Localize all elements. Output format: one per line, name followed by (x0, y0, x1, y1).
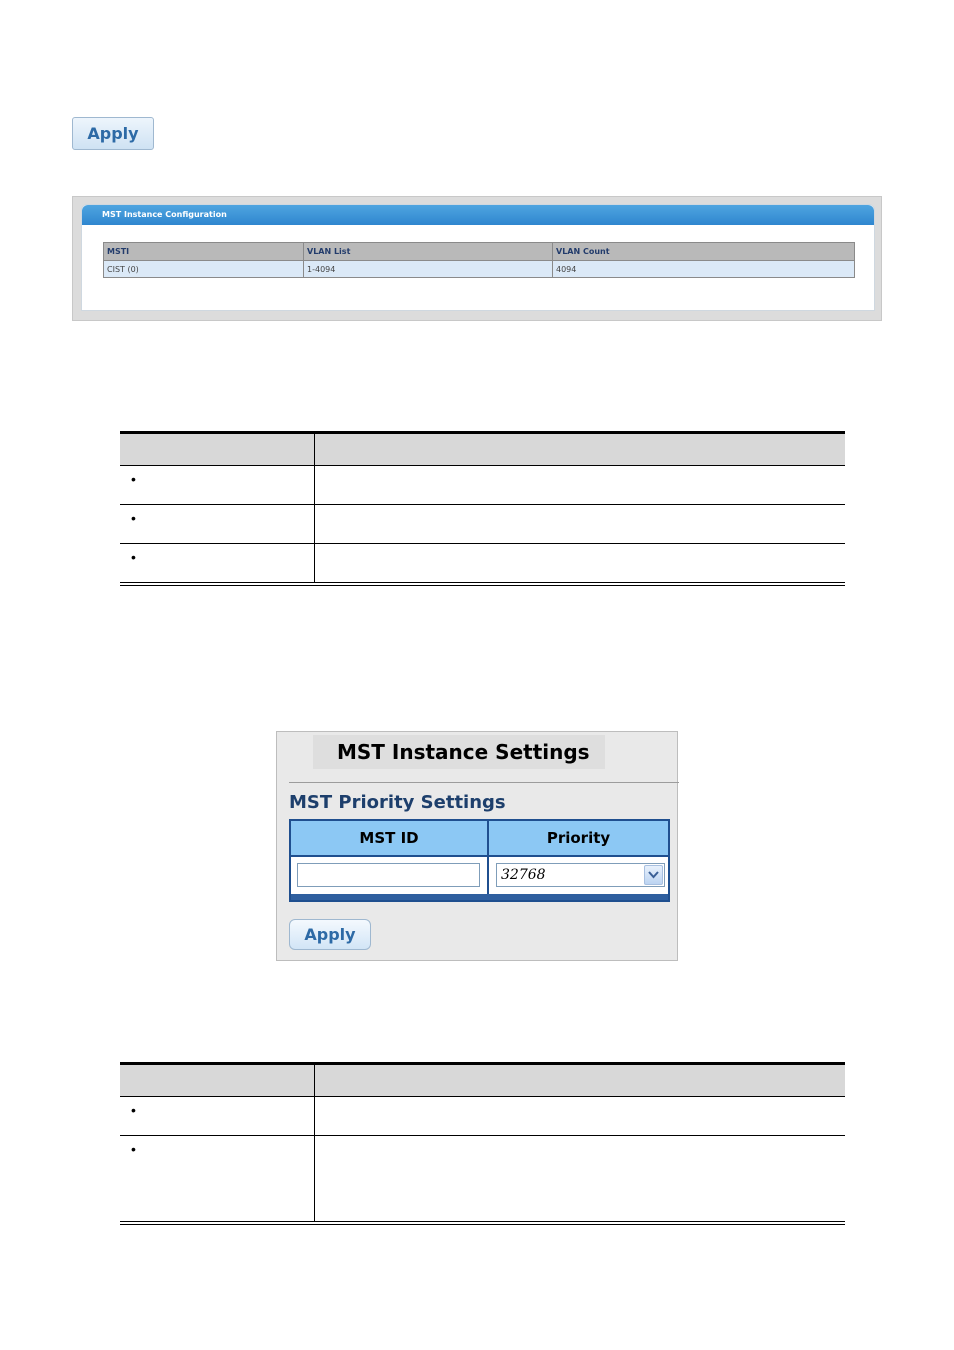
description-cell (315, 466, 846, 505)
header-cell-object (120, 434, 315, 466)
description-cell (315, 1136, 846, 1222)
column-divider (487, 821, 489, 894)
header-cell-description (315, 1065, 846, 1097)
table-bottom-rule (120, 1222, 845, 1225)
table-bottom-rule (120, 583, 845, 586)
apply-priority-button[interactable]: Apply (289, 919, 371, 950)
instance-config-box (81, 204, 875, 311)
priority-select[interactable] (496, 863, 665, 887)
bullet: • (131, 549, 136, 565)
table-row (120, 505, 845, 544)
description-cell (315, 1097, 846, 1136)
description-table-1 (120, 431, 845, 586)
instance-config-title: MST Instance Configuration (82, 205, 874, 225)
table-row (120, 544, 845, 583)
column-header-vlan-list: VLAN List (304, 243, 553, 261)
instance-config-panel (72, 196, 882, 321)
header-cell-description (315, 434, 846, 466)
column-header-priority: Priority (489, 821, 668, 855)
apply-button[interactable]: Apply (72, 117, 154, 150)
header-divider (291, 855, 668, 857)
column-header-vlan-count: VLAN Count (553, 243, 855, 261)
column-header-msti: MSTI (104, 243, 304, 261)
instance-settings-panel (276, 731, 678, 961)
table-row (120, 1097, 845, 1136)
instance-config-table (103, 242, 855, 278)
cell-vlan-count: 4094 (553, 261, 855, 278)
bullet: • (131, 510, 136, 526)
table-row (120, 466, 845, 505)
page-title: MST Instance Settings (337, 740, 590, 764)
table-header-row (120, 434, 845, 466)
table-row (120, 1136, 845, 1222)
table-row[interactable] (104, 261, 855, 278)
header-cell-object (120, 1065, 315, 1097)
chevron-down-icon[interactable] (644, 865, 663, 885)
cell-vlan-list: 1-4094 (304, 261, 553, 278)
priority-settings-grid (289, 819, 670, 902)
description-cell (315, 505, 846, 544)
bullet: • (131, 1102, 136, 1118)
divider (289, 782, 679, 783)
bullet: • (131, 471, 136, 487)
table-header-row (104, 243, 855, 261)
description-table-2 (120, 1062, 845, 1225)
bullet: • (131, 1141, 136, 1157)
mst-id-input[interactable] (297, 863, 480, 887)
column-header-mst-id: MST ID (291, 821, 487, 855)
grid-bottom-bar (291, 894, 668, 900)
priority-value: 32768 (501, 867, 546, 883)
description-cell (315, 544, 846, 583)
table-header-row (120, 1065, 845, 1097)
cell-msti: CIST (0) (104, 261, 304, 278)
section-title: MST Priority Settings (289, 792, 506, 813)
